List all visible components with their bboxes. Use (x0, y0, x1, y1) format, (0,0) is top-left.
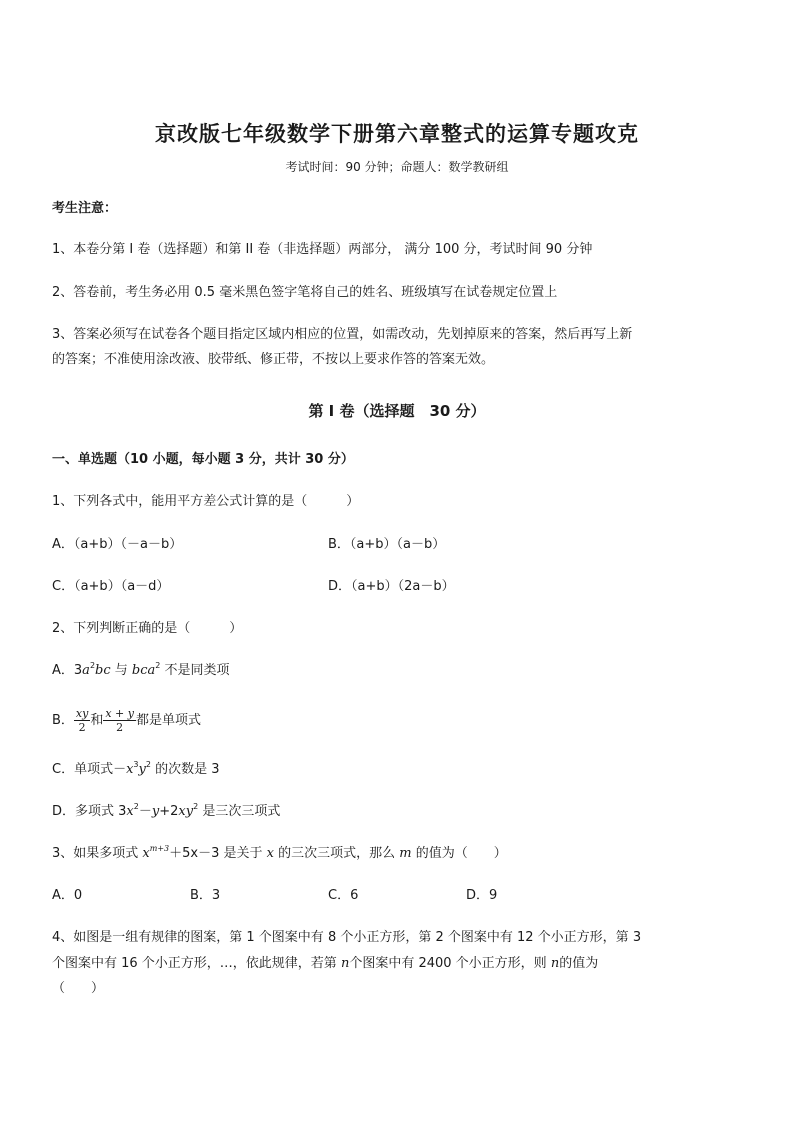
exam-info: 考试时间：90 分钟；命题人：数学教研组 (285, 160, 509, 174)
question-3-option-a: A．0 (52, 888, 83, 903)
fraction-x-plus-y-over-2: $\frac{x + y}{2}$ (105, 707, 134, 734)
question-1-option-d: D．（a+b）（2a－b） (328, 579, 455, 594)
question-2-option-c: C．单项式$-x^3y^2$ 的次数是 3 (52, 760, 220, 777)
question-1-stem: 1、下列各式中，能用平方差公式计算的是（ ） (52, 494, 360, 509)
question-2-stem: 2、下列判断正确的是（ ） (52, 621, 243, 636)
notice-item-1: 1、本卷分第 I 卷（选择题）和第 II 卷（非选择题）两部分， 满分 100 分，考试时间 90 分钟 (52, 242, 593, 257)
fraction-xy-over-2: $\frac{xy}{2}$ (75, 707, 89, 734)
question-3-option-c: C．6 (328, 888, 359, 903)
question-2-option-b: B． $\frac{xy}{2}$ 和 $\frac{x + y}{2}$ 都是单项式 (52, 707, 202, 734)
question-2-option-a: A．$3a^2bc$ 与 bca$^2$ 不是同类项 (52, 661, 230, 678)
question-2-option-d: D．多项式 $3x^2-y+2xy^2$ 是三次三项式 (52, 802, 281, 819)
part1-title: 第 I 卷（选择题 30 分） (308, 402, 486, 420)
question-4-line2: 个图案中有 16 个小正方形，…，依此规律，若第 n个图案中有 2400 个小正方形，则 n的值为 (52, 956, 599, 971)
notice-heading: 考生注意： (52, 201, 118, 216)
question-1-option-c: C．（a+b）（a－d） (52, 579, 170, 594)
section-heading: 一、单选题（10 小题，每小题 3 分，共计 30 分） (52, 452, 354, 467)
question-3-option-d: D．9 (466, 888, 498, 903)
page-title: 京改版七年级数学下册第六章整式的运算专题攻克 (155, 121, 639, 146)
notice-item-2: 2、答卷前，考生务必用 0.5 毫米黑色签字笔将自己的姓名、班级填写在试卷规定位置上 (52, 285, 558, 300)
question-1-option-a: A．（a+b）（－a－b） (52, 537, 183, 552)
question-1-option-b: B．（a+b）（a－b） (328, 537, 446, 552)
question-4-line1: 4、如图是一组有规律的图案，第 1 个图案中有 8 个小正方形，第 2 个图案中有 12 个小正方形，第 3 (52, 930, 642, 945)
question-4-answer-blank: （ ） (52, 981, 105, 996)
notice-item-3-line2: 的答案；不准使用涂改液、胶带纸、修正带，不按以上要求作答的答案无效。 (52, 352, 495, 367)
notice-item-3-line1: 3、答案必须写在试卷各个题目指定区域内相应的位置，如需改动，先划掉原来的答案，然后再写上新 (52, 327, 633, 342)
question-3-stem: 3、如果多项式 $x^{m+3}+5x-3$ 是关于 x 的三次三项式，那么 m 的值为（ ） (52, 844, 507, 861)
question-3-option-b: B．3 (190, 888, 221, 903)
